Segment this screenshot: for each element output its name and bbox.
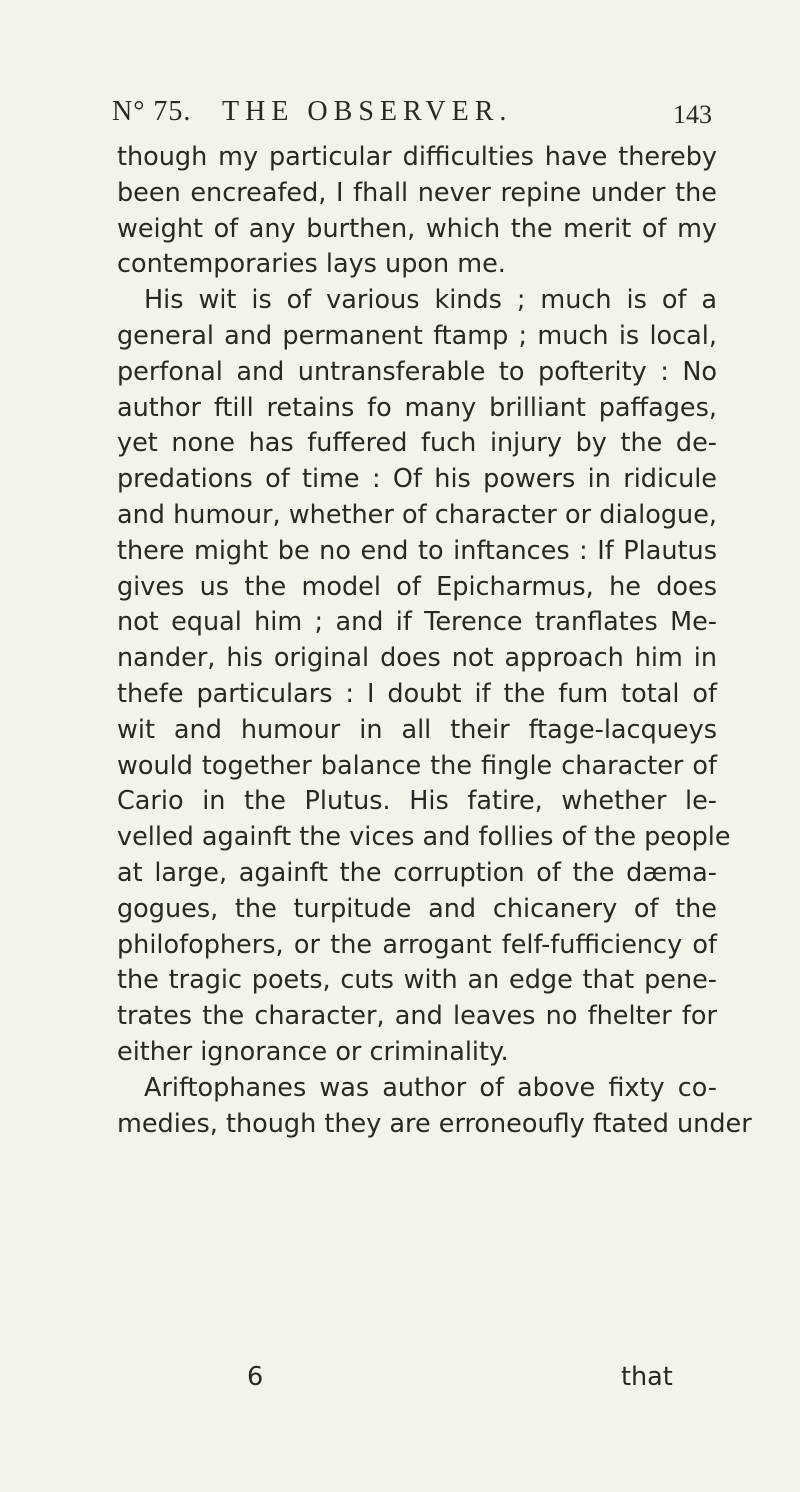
text-line: the tragic poets, cuts with an edge that pene-: [117, 965, 717, 996]
text-line: weight of any burthen, which the merit of my: [117, 213, 717, 244]
text-line: trates the character, and leaves no fhelter for: [117, 1001, 717, 1032]
text-line: His wit is of various kinds ; much is of a: [144, 285, 717, 316]
signature-mark: 6: [247, 1362, 264, 1392]
text-line: wit and humour in all their ftage-lacqueys: [117, 714, 717, 745]
page-number: 143: [673, 100, 712, 129]
text-line: general and permanent ftamp ; much is local,: [117, 320, 717, 351]
text-line: thefe particulars : I doubt if the fum total of: [117, 678, 717, 709]
text-line: and humour, whether of character or dialogue,: [117, 499, 717, 530]
body-text: [117, 140, 752, 1392]
text-line: yet none has fuffered fuch injury by the de-: [117, 428, 717, 459]
text-line: perfonal and untransferable to pofterity : No: [117, 356, 717, 387]
text-line: author ftill retains fo many brilliant paffages,: [117, 392, 717, 423]
text-line: nander, his original does not approach him in: [117, 643, 717, 674]
text-line: there might be no end to inftances : If Plautus: [117, 535, 717, 566]
text-line: at large, againft the corruption of the dæma-: [117, 857, 717, 888]
text-line: been encreafed, I fhall never repine under the: [117, 177, 717, 208]
text-line: gives us the model of Epicharmus, he does: [117, 571, 717, 602]
text-line: not equal him ; and if Terence tranflates Me-: [117, 607, 717, 638]
text-line: velled againft the vices and follies of the people: [117, 822, 731, 853]
text-line: Ariftophanes was author of above fixty co-: [144, 1072, 717, 1103]
essay-number: N° 75.: [112, 96, 192, 127]
text-line: medies, though they are erroneoufly ftated under: [117, 1108, 752, 1139]
running-head: [112, 96, 712, 136]
text-line: either ignorance or criminality.: [117, 1036, 509, 1067]
text-line: though my particular difficulties have thereby: [117, 142, 717, 172]
publication-title: THE OBSERVER.: [222, 96, 513, 127]
text-line: gogues, the turpitude and chicanery of the: [117, 893, 717, 924]
text-line: philofophers, or the arrogant felf-fufficiency of: [117, 929, 717, 960]
text-line: contemporaries lays upon me.: [117, 249, 506, 280]
catchword: that: [621, 1362, 673, 1392]
text-line: Cario in the Plutus. His fatire, whether le-: [117, 786, 717, 817]
text-line: predations of time : Of his powers in ridicule: [117, 464, 717, 495]
catch-line: [117, 1360, 717, 1396]
text-line: would together balance the fingle character of: [117, 750, 717, 781]
